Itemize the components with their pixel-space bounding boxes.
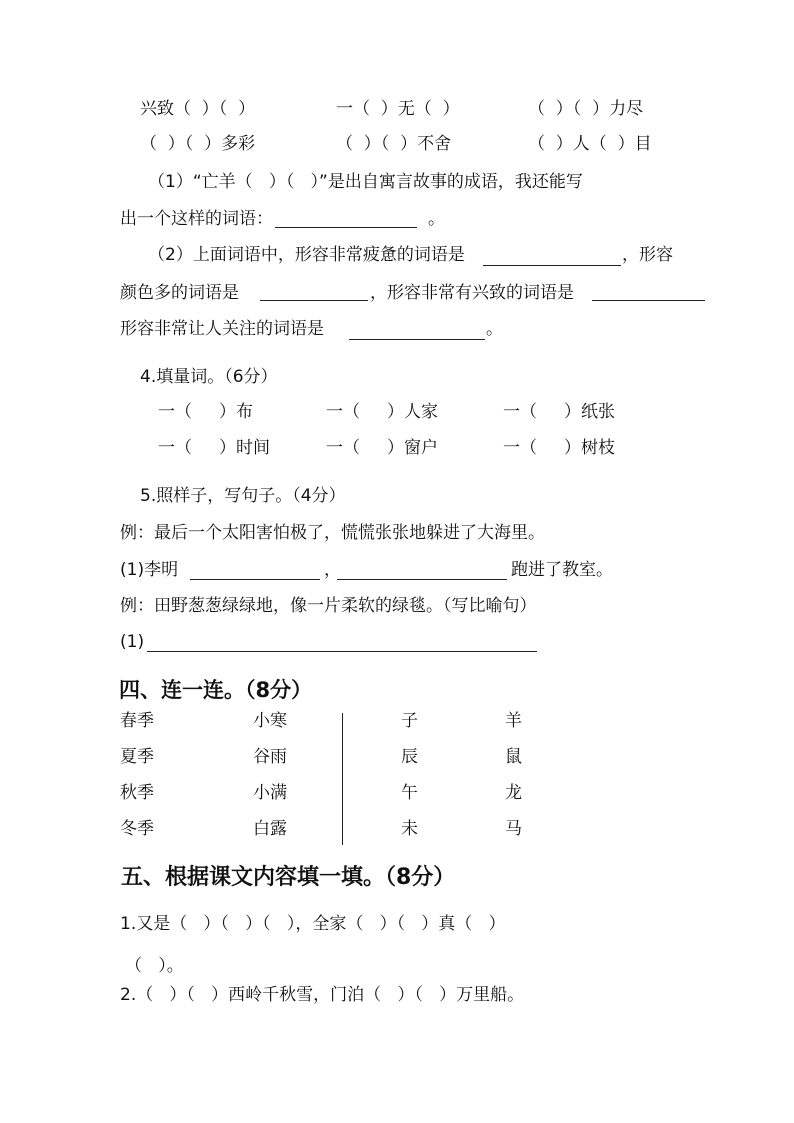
section5-title: 五、根据课文内容填一填。（8分） [121, 865, 456, 890]
idiom-2-3: （ ）人（ ）目 [528, 134, 652, 154]
match-left-4[interactable]: 冬季 [120, 819, 154, 839]
section5-line-1: 1.又是（ ）（ ）（ ），全家（ ）（ ）真（ ） [120, 914, 506, 934]
match-right-1b[interactable]: 羊 [505, 711, 522, 731]
q2-line3: 形容非常让人关注的词语是 [120, 319, 324, 339]
q2-blank-interest[interactable] [592, 300, 705, 301]
measure-title: 4.填量词。（6分） [140, 367, 278, 387]
match-left-1b[interactable]: 小寒 [253, 711, 287, 731]
match-right-1[interactable]: 子 [401, 711, 418, 731]
section4-title: 四、连一连。（8分） [119, 678, 313, 702]
measure-2-2: 一（ ）窗户 [326, 438, 439, 458]
match-right-4b[interactable]: 马 [505, 819, 522, 839]
sentence-2-blank[interactable] [147, 651, 537, 652]
q2-blank-tired[interactable] [483, 265, 621, 266]
match-right-2[interactable]: 辰 [401, 747, 418, 767]
section5-line-2: 2.（ ）（ ）西岭千秋雪，门泊（ ）（ ）万里船。 [120, 985, 525, 1005]
match-left-3b[interactable]: 小满 [253, 783, 287, 803]
idiom-1-1: 兴致（ ）（ ） [140, 99, 256, 119]
sentence-2-prefix: (1) [120, 632, 145, 652]
idiom-2-1: （ ）（ ）多彩 [140, 134, 256, 154]
q2-line1: （2）上面词语中，形容非常疲惫的词语是 [148, 245, 465, 265]
measure-1-2: 一（ ）人家 [326, 402, 439, 422]
q2-blank-colorful[interactable] [260, 300, 368, 301]
sentence-example-2: 例：田野葱葱绿绿地，像一片柔软的绿毯。（写比喻句） [120, 596, 537, 616]
sentence-title: 5.照样子，写句子。（4分） [140, 486, 346, 506]
match-right-4[interactable]: 未 [401, 819, 418, 839]
q2-line2: 颜色多的词语是 [120, 283, 239, 303]
sentence-1-comma: ， [324, 560, 341, 580]
section5-line-1b: （ ）。 [125, 956, 184, 976]
q2-line1-tail: ，形容 [622, 245, 673, 265]
match-right-3[interactable]: 午 [401, 783, 418, 803]
match-left-3[interactable]: 秋季 [120, 783, 154, 803]
q2-line2-mid: ，形容非常有兴致的词语是 [370, 283, 574, 303]
q2-line3-tail: 。 [486, 319, 503, 339]
idiom-1-3: （ ）（ ）力尽 [528, 99, 644, 119]
measure-2-1: 一（ ）时间 [158, 438, 271, 458]
q1-answer-blank[interactable] [275, 227, 417, 228]
q2-blank-attention[interactable] [349, 339, 485, 340]
sentence-1-blank-b[interactable] [337, 579, 507, 580]
match-divider [342, 713, 343, 845]
q1-line2: 出一个这样的词语： [120, 209, 273, 229]
match-left-2b[interactable]: 谷雨 [253, 747, 287, 767]
match-left-1[interactable]: 春季 [120, 711, 154, 731]
match-right-2b[interactable]: 鼠 [505, 747, 522, 767]
sentence-1-blank-a[interactable] [190, 579, 320, 580]
idiom-2-2: （ ）（ ）不舍 [336, 134, 452, 154]
sentence-example-1: 例：最后一个太阳害怕极了，慌慌张张地躲进了大海里。 [120, 523, 545, 543]
measure-2-3: 一（ ）树枝 [503, 438, 616, 458]
q1-period: 。 [428, 209, 445, 229]
q1-line1: （1）“亡羊（ ）（ ）”是出自寓言故事的成语，我还能写 [148, 172, 583, 192]
match-left-2[interactable]: 夏季 [120, 747, 154, 767]
match-right-3b[interactable]: 龙 [505, 783, 522, 803]
measure-1-3: 一（ ）纸张 [503, 402, 616, 422]
sentence-1-tail: 跑进了教室。 [511, 560, 613, 580]
sentence-1-prefix: (1)李明 [120, 560, 179, 580]
idiom-1-2: 一（ ）无（ ） [336, 99, 460, 119]
measure-1-1: 一（ ）布 [158, 402, 254, 422]
match-left-4b[interactable]: 白露 [253, 819, 287, 839]
